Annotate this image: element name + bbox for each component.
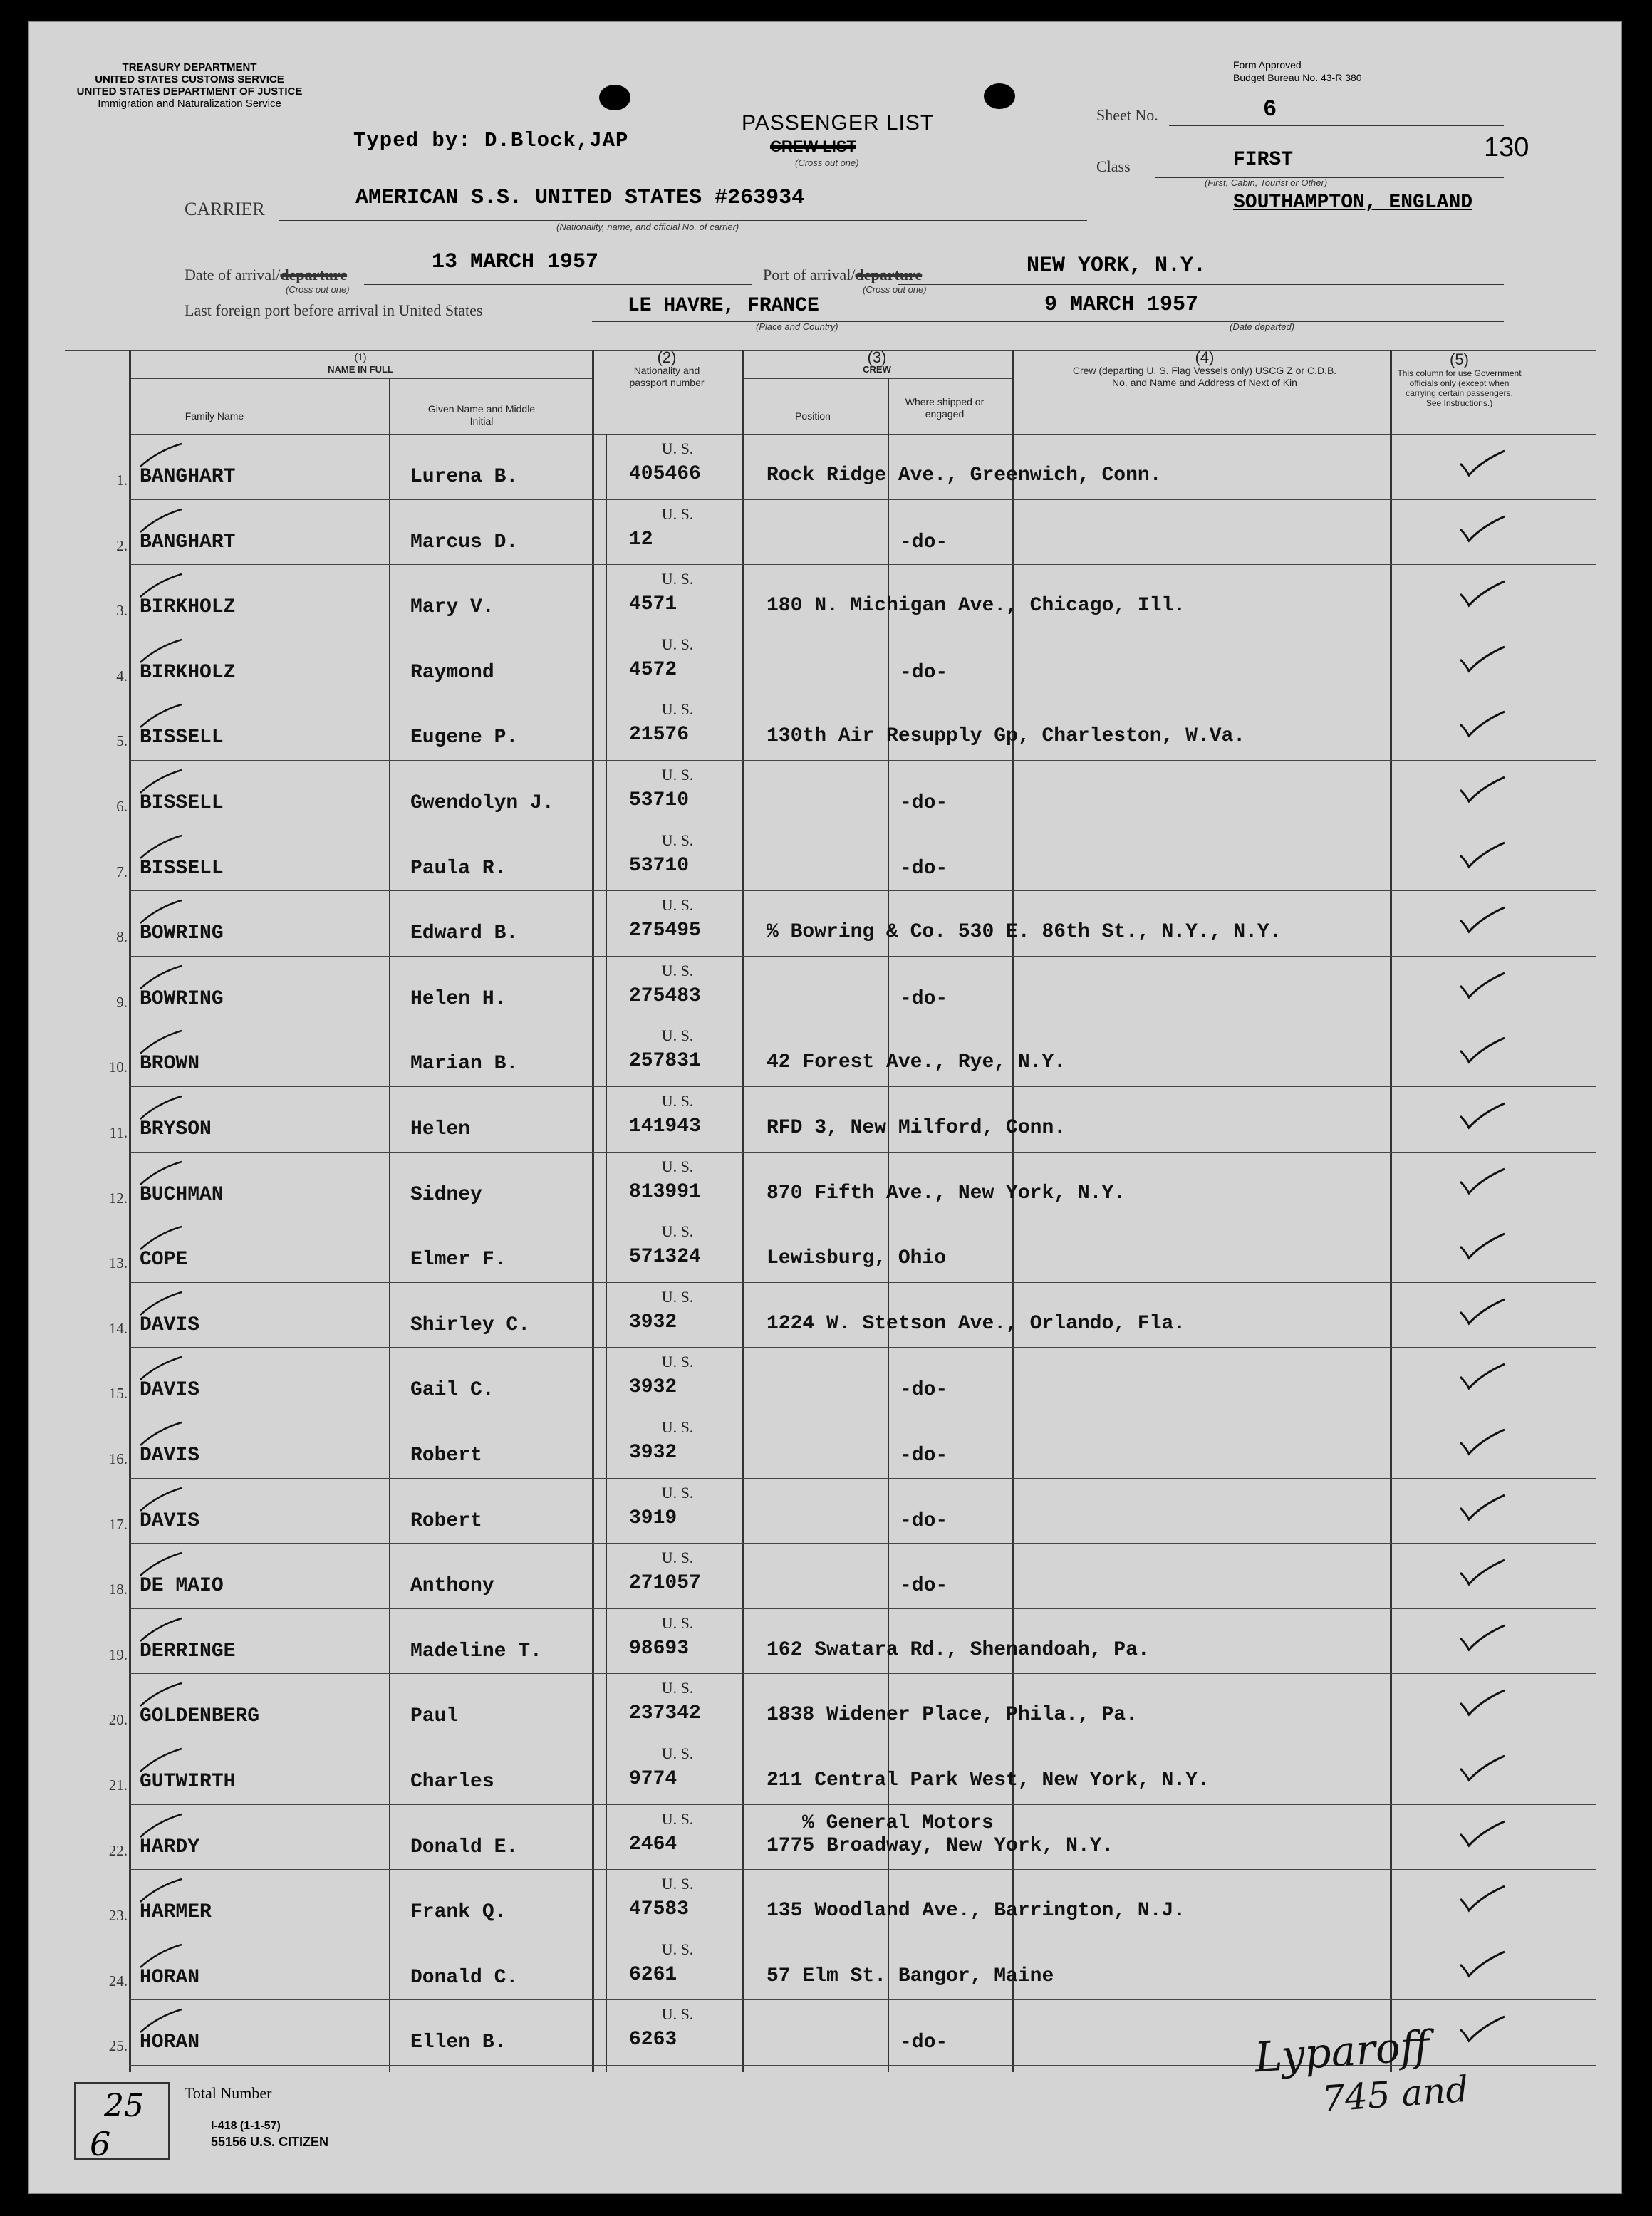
check-mark-icon [1458,1624,1506,1653]
given-name: Elmer F. [410,1249,506,1271]
embarkation-port: SOUTHAMPTON, ENGLAND [1233,192,1473,214]
address: Lewisburg, Ohio [767,1247,947,1270]
ditto-mark: -do- [900,987,948,1010]
row-number: 2. [116,536,128,554]
place-caption: (Place and Country) [756,321,838,332]
last-port-value: LE HAVRE, FRANCE [628,295,819,317]
row-number: 21. [108,1777,128,1794]
check-mark-icon [1458,580,1506,608]
nationality: U. S. [661,1940,694,1958]
passport-number: 237342 [629,1702,701,1725]
total-number-label: Total Number [185,2084,272,2102]
row-number: 6. [116,798,128,815]
check-mark-icon [1458,1102,1506,1130]
nationality: U. S. [661,1222,694,1241]
row-number: 22. [108,1841,128,1859]
ditto-mark: -do- [900,661,948,684]
passport-number: 2464 [629,1833,677,1856]
nationality: U. S. [661,1744,694,1762]
row-number: 16. [108,1450,128,1467]
address: 162 Swatara Rd., Shenandoah, Pa. [767,1638,1150,1661]
address: RFD 3, New Milford, Conn. [767,1117,1066,1139]
tick-mark-icon [136,1876,185,1905]
given-name: Edward B. [410,922,519,945]
passport-number: 98693 [629,1637,690,1660]
given-name: Robert [410,1445,482,1467]
address: 1838 Widener Place, Phila., Pa. [767,1704,1138,1727]
passport-number: 405466 [629,463,701,485]
row-number: 24. [108,1972,128,1989]
family-name: DERRINGE [140,1640,236,1663]
given-name: Lurena B. [410,466,519,488]
given-name: Charles [410,1771,494,1793]
given-name: Marian B. [410,1053,519,1076]
check-mark-icon [1458,776,1506,804]
check-mark-icon [1458,906,1506,935]
row-number: 17. [108,1515,128,1533]
passport-number: 4572 [629,658,677,681]
nationality: U. S. [661,1875,694,1893]
family-name: HARDY [140,1836,200,1858]
ditto-mark: -do- [900,1509,948,1532]
passport-number: 6261 [629,1963,677,1986]
nationality: U. S. [661,570,694,588]
address: 57 Elm St. Bangor, Maine [767,1965,1054,1987]
address: 135 Woodland Ave., Barrington, N.J. [767,1900,1186,1923]
check-mark-icon [1458,645,1506,674]
passport-number: 275483 [629,984,701,1007]
check-mark-icon [1458,972,1506,1000]
check-mark-icon [1458,1820,1506,1848]
nationality: U. S. [661,1157,694,1175]
carrier-label: CARRIER [185,199,265,219]
passport-number: 813991 [629,1180,701,1203]
row-number: 5. [116,732,128,750]
sheet-label: Sheet No. [1096,106,1158,124]
class-caption: (First, Cabin, Tourist or Other) [1205,177,1328,188]
check-mark-icon [1458,1689,1506,1717]
check-mark-icon [1458,1036,1506,1065]
passport-number: 4571 [629,593,677,616]
title-struck: CREW LIST [770,137,856,155]
nationality: U. S. [661,1026,694,1045]
passport-number: 3932 [629,1376,677,1399]
tick-mark-icon [136,1942,185,1970]
row-number: 9. [116,993,128,1011]
passport-number: 6263 [629,2029,677,2051]
family-name: BIRKHOLZ [140,661,236,684]
ditto-mark: -do- [900,1575,948,1598]
tick-mark-icon [136,571,185,600]
col1-header: (1) NAME IN FULL [328,351,393,375]
sheet-number: 6 [1263,96,1277,123]
page-number: 130 [1484,132,1529,162]
check-mark-icon [1458,1298,1506,1326]
check-mark-icon [1458,1885,1506,1913]
tick-mark-icon [136,1420,185,1448]
title-cross-out-caption: (Cross out one) [795,157,859,168]
nationality: U. S. [661,1092,694,1110]
given-name: Robert [410,1509,482,1532]
typed-by: Typed by: D.Block,JAP [353,129,629,152]
carrier-caption: (Nationality, name, and official No. of carrier) [556,222,739,232]
class-label: Class [1096,157,1131,175]
nationality: U. S. [661,2005,694,2024]
address: 1775 Broadway, New York, N.Y. [767,1834,1114,1857]
passport-number: 257831 [629,1050,701,1073]
given-name: Marcus D. [410,531,519,553]
row-number: 23. [108,1907,128,1925]
family-name: BANGHART [140,466,236,488]
passport-number: 271057 [629,1572,701,1595]
family-name: COPE [140,1249,188,1271]
given-name-header: Given Name and Middle Initial [427,403,536,427]
family-name: BROWN [140,1053,200,1076]
tick-mark-icon [136,1354,185,1383]
address: 180 N. Michigan Ave., Chicago, Ill. [767,595,1186,618]
family-name: BOWRING [140,987,224,1010]
passport-number: 9774 [629,1768,677,1790]
family-name: BIRKHOLZ [140,596,236,619]
given-name: Raymond [410,661,494,684]
address: % Bowring & Co. 530 E. 86th St., N.Y., N.Y. [767,921,1282,944]
passenger-list-form [28,21,1622,2194]
tick-mark-icon [136,2007,185,2035]
punch-hole-left [599,85,630,110]
family-name: HARMER [140,1901,212,1924]
position-header: Position [795,410,831,422]
ditto-mark: -do- [900,531,948,553]
tick-mark-icon [136,898,185,926]
passport-number: 53710 [629,854,690,877]
total-extra-handwritten: 6 [90,2125,111,2163]
family-name: DAVIS [140,1445,200,1467]
port-cross-out-caption: (Cross out one) [863,284,927,295]
check-mark-icon [1458,1232,1506,1261]
address: 42 Forest Ave., Rye, N.Y. [767,1051,1066,1074]
given-name: Anthony [410,1575,494,1598]
nationality: U. S. [661,1549,694,1567]
given-name: Paula R. [410,857,506,880]
nationality: U. S. [661,1418,694,1436]
last-port-label: Last foreign port before arrival in United States [185,301,483,319]
family-name: BANGHART [140,531,236,553]
tick-mark-icon [136,1093,185,1122]
check-mark-icon [1458,449,1506,478]
check-mark-icon [1458,515,1506,543]
given-name: Helen H. [410,987,506,1010]
ditto-mark: -do- [900,1445,948,1467]
row-number: 13. [108,1254,128,1272]
passport-number: 275495 [629,920,701,942]
ditto-mark: -do- [900,1379,948,1402]
check-mark-icon [1458,2015,1506,2044]
check-mark-icon [1458,710,1506,739]
row-number: 7. [116,863,128,880]
form-code: I-418 (1-1-57) [211,2120,281,2132]
row-number: 8. [116,928,128,946]
tick-mark-icon [136,1224,185,1252]
family-name: BISSELL [140,857,224,880]
row-number: 4. [116,667,128,685]
tick-mark-icon [136,963,185,992]
family-name: GOLDENBERG [140,1705,260,1728]
row-number: 15. [108,1385,128,1403]
tick-mark-icon [136,702,185,730]
family-name: BOWRING [140,922,224,945]
given-name: Donald C. [410,1966,519,1989]
passport-number: 53710 [629,789,690,811]
nationality: U. S. [661,635,694,653]
row-number: 1. [116,472,128,489]
date-label: Date of arrival/departure [185,266,348,283]
tick-mark-icon [136,833,185,861]
given-name: Shirley C. [410,1314,531,1336]
tick-mark-icon [136,1485,185,1514]
address: 130th Air Resupply Gp, Charleston, W.Va. [767,725,1246,748]
arrival-port: NEW YORK, N.Y. [1027,254,1207,278]
given-name: Frank Q. [410,1901,506,1924]
department-header: TREASURY DEPARTMENT UNITED STATES CUSTOMS SERVICE UNITED STATES DEPARTMENT OF JUSTICE Immigration and Naturalization Service [76,61,303,110]
departed-caption: (Date departed) [1230,321,1295,332]
family-name: GUTWIRTH [140,1771,236,1793]
address: 870 Fifth Ave., New York, N.Y. [767,1182,1126,1205]
row-number: 18. [108,1581,128,1598]
date-cross-out-caption: (Cross out one) [286,284,350,295]
check-mark-icon [1458,1428,1506,1457]
check-mark-icon [1458,1950,1506,1979]
row-number: 20. [108,1711,128,1729]
passport-number: 47583 [629,1898,690,1921]
tick-mark-icon [136,1811,185,1840]
departed-date: 9 MARCH 1957 [1044,293,1199,317]
nationality: U. S. [661,896,694,915]
given-name: Eugene P. [410,727,519,749]
address: 211 Central Park West, New York, N.Y. [767,1769,1210,1791]
passport-number: 571324 [629,1246,701,1269]
passport-number: 3932 [629,1311,677,1333]
row-number: 11. [109,1124,128,1141]
family-name: BISSELL [140,727,224,749]
check-mark-icon [1458,1754,1506,1783]
arrival-date: 13 MARCH 1957 [432,250,599,274]
check-mark-icon [1458,841,1506,870]
total-number-handwritten: 25 [104,2088,144,2124]
ditto-mark: -do- [900,792,948,814]
tick-mark-icon [136,767,185,796]
nationality: U. S. [661,1613,694,1632]
family-name: DE MAIO [140,1575,224,1598]
nationality: U. S. [661,766,694,784]
passport-number: 141943 [629,1115,701,1138]
passport-number: 3932 [629,1442,677,1464]
col3-header: (3) CREW [863,348,891,375]
check-mark-icon [1458,1167,1506,1196]
tick-mark-icon [136,441,185,469]
check-mark-icon [1458,1363,1506,1391]
address-line-top: % General Motors [802,1811,994,1834]
tick-mark-icon [136,1746,185,1774]
given-name: Gail C. [410,1379,494,1402]
given-name: Donald E. [410,1836,519,1858]
nationality: U. S. [661,1353,694,1371]
tick-mark-icon [136,506,185,535]
class-value: FIRST [1233,149,1294,171]
official-signature: Lyparoff [1252,2021,1431,2082]
nationality: U. S. [661,831,694,849]
family-name: DAVIS [140,1379,200,1402]
passport-number: 12 [629,528,653,551]
given-name: Gwendolyn J. [410,792,554,814]
given-name: Mary V. [410,596,494,619]
check-mark-icon [1458,1494,1506,1522]
nationality: U. S. [661,961,694,979]
official-signature-line2: 745 and [1321,2068,1470,2121]
col4-header: (4) Crew (departing U. S. Flag Vessels only) USCG Z or C.D.B. No. and Name and Address of Next of Kin [1072,348,1337,388]
form-title: PASSENGER LIST [742,111,935,135]
row-number: 14. [108,1319,128,1337]
check-mark-icon [1458,1559,1506,1587]
address: 1224 W. Stetson Ave., Orlando, Fla. [767,1312,1186,1335]
tick-mark-icon [136,1680,185,1709]
given-name: Madeline T. [410,1640,542,1663]
ditto-mark: -do- [900,2032,948,2054]
ditto-mark: -do- [900,857,948,880]
passport-number: 21576 [629,724,690,747]
punch-hole-right [984,83,1015,109]
passport-number: 3919 [629,1507,677,1529]
port-label: Port of arrival/departure [763,266,923,283]
row-number: 12. [108,1189,128,1207]
family-name: HORAN [140,2032,200,2054]
tick-mark-icon [136,1616,185,1644]
tick-mark-icon [136,1159,185,1187]
family-name: BISSELL [140,792,224,814]
nationality: U. S. [661,700,694,719]
nationality: U. S. [661,1809,694,1828]
col2-header: (2) Nationality and passport number [629,348,705,388]
nationality: U. S. [661,504,694,523]
carrier-value: AMERICAN S.S. UNITED STATES #263934 [355,186,805,210]
nationality: U. S. [661,1679,694,1697]
nationality: U. S. [661,1483,694,1502]
address: Rock Ridge Ave., Greenwich, Conn. [767,464,1162,487]
family-name: DAVIS [140,1509,200,1532]
nationality: U. S. [661,439,694,457]
given-name: Paul [410,1705,459,1728]
tick-mark-icon [136,1028,185,1056]
given-name: Helen [410,1118,471,1140]
row-number: 3. [116,602,128,620]
family-name: DAVIS [140,1314,200,1336]
row-number: 25. [108,2037,128,2055]
nationality: U. S. [661,1287,694,1306]
family-name: BUCHMAN [140,1183,224,1206]
budget-bureau: Budget Bureau No. 43-R 380 [1233,72,1362,83]
tick-mark-icon [136,637,185,665]
tick-mark-icon [136,1289,185,1318]
given-name: Sidney [410,1183,482,1206]
tick-mark-icon [136,1550,185,1578]
row-number: 10. [108,1058,128,1076]
citizen-code: 55156 U.S. CITIZEN [211,2135,329,2149]
form-approved: Form Approved [1233,59,1302,71]
row-number: 19. [108,1645,128,1663]
col5-header: (5) This column for use Government officials only (except when carrying certain passengers. See Instructions.) [1397,350,1522,408]
shipped-header: Where shipped or engaged [905,396,985,420]
given-name: Ellen B. [410,2032,506,2054]
family-name-header: Family Name [185,410,244,422]
family-name: HORAN [140,1966,200,1989]
family-name: BRYSON [140,1118,212,1140]
